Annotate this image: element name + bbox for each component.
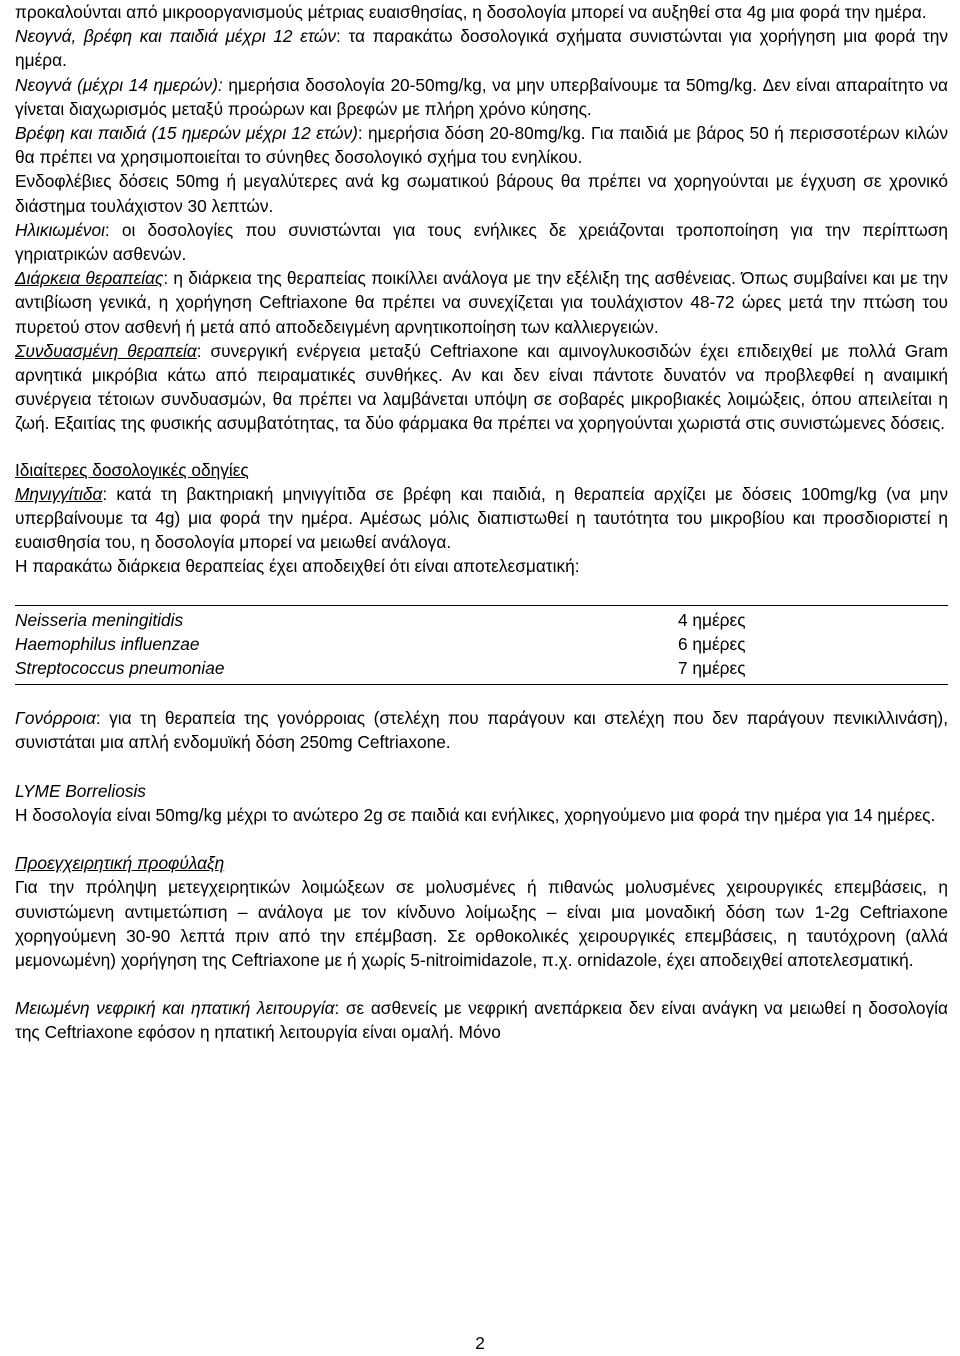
table-row bbox=[15, 608, 948, 632]
paragraph-lead: Συνδυασμένη θεραπεία bbox=[15, 340, 197, 361]
spacer bbox=[15, 436, 948, 458]
paragraph-text: ημερήσια δοσολογία 20-50mg/kg, να μην υπερβαίνουμε τα 50mg/kg. Δεν είναι απαραίτητο να γίνεται διαχωρισμός μεταξύ προώρων και βρεφών με πλήρη χρόνο κύησης. bbox=[15, 74, 948, 119]
paragraph-text: : σε ασθενείς με νεφρική ανεπάρκεια δεν είναι ανάγκη να μειωθεί η δοσολογία της Ceftriaxone εφόσον η ηπατική λειτουργία είναι ομαλή. Μόνο bbox=[15, 998, 949, 1043]
paragraph-neonates bbox=[15, 73, 948, 121]
paragraph-text: : κατά τη βακτηριακή μηνιγγίτιδα σε βρέφη και παιδιά, η θεραπεία αρχίζει με δόσεις 100mg/kg (να μην υπερβαίνουμε τα 4g) μια φορά την ημέρα. Αμέσως μόλις διαπιστωθεί η ταυτότητα του μικροβίου και προσδιοριστεί η ευαισθησία του, η δοσολογία μπορεί να μειωθεί ανάλογα. bbox=[15, 483, 948, 553]
paragraph-prophylaxis bbox=[15, 875, 948, 972]
organism-cell: Haemophilus influenzae bbox=[15, 633, 200, 654]
paragraph-text: προκαλούνται από μικροοργανισμούς μέτριας ευαισθησίας, η δοσολογία μπορεί να αυξηθεί στα 4g μια φορά την ημέρα. bbox=[15, 2, 927, 22]
spacer bbox=[15, 972, 948, 996]
paragraph-lead: Νεογνά (μέχρι 14 ημερών): bbox=[15, 74, 223, 95]
paragraph-text: Η παρακάτω διάρκεια θεραπείας έχει αποδειχθεί ότι είναι αποτελεσματική: bbox=[15, 556, 580, 577]
paragraph-renal bbox=[15, 996, 948, 1044]
section-heading-special bbox=[15, 458, 948, 482]
paragraph-text: Ενδοφλέβιες δόσεις 50mg ή μεγαλύτερες ανά kg σωματικού βάρους θα πρέπει να χορηγούνται με έγχυση σε χρονικό διάστημα τουλάχιστον 30 λεπτών. bbox=[15, 171, 948, 216]
paragraph-combination bbox=[15, 339, 948, 436]
section-heading-text: Ιδιαίτερες δοσολογικές οδηγίες bbox=[15, 459, 249, 480]
section-heading-text: LYME Borreliosis bbox=[15, 780, 146, 801]
paragraph-lead: Διάρκεια θεραπείας bbox=[15, 268, 164, 289]
organism-cell: Streptococcus pneumoniae bbox=[15, 658, 225, 679]
paragraph-text: : οι δοσολογίες που συνιστώνται για τους ενήλικες δε χρειάζονται τροποποίηση για την περίπτωση γηριατρικών ασθενών. bbox=[15, 219, 948, 265]
paragraph-gonorrhea bbox=[15, 706, 948, 754]
section-heading-prophylaxis bbox=[15, 851, 948, 875]
spacer bbox=[15, 755, 948, 779]
section-heading-text: Προεγχειρητική προφύλαξη bbox=[15, 853, 225, 874]
paragraph-text: : τα παρακάτω δοσολογικά σχήματα συνιστώνται για χορήγηση μια φορά την ημέρα. bbox=[15, 26, 949, 71]
paragraph-lead: Γονόρροια bbox=[15, 708, 96, 729]
duration-table bbox=[15, 608, 948, 681]
paragraph-iv-doses bbox=[15, 169, 948, 217]
paragraph-lead: Μειωμένη νεφρική και ηπατική λειτουργία bbox=[15, 998, 335, 1019]
paragraph-lead: Βρέφη και παιδιά (15 ημερών μέχρι 12 ετών) bbox=[15, 123, 358, 144]
paragraph-dose-increase bbox=[15, 0, 948, 24]
spacer bbox=[15, 579, 948, 605]
days-cell: 4 ημέρες bbox=[678, 609, 746, 630]
organism-cell: Neisseria meningitidis bbox=[15, 609, 184, 630]
paragraph-lyme bbox=[15, 803, 948, 827]
paragraph-text: Η δοσολογία είναι 50mg/kg μέχρι το ανώτερο 2g σε παιδιά και ενήλικες, χορηγούμενο μια φορά την ημέρα για 14 ημέρες. bbox=[15, 804, 936, 825]
paragraph-children-dosing bbox=[15, 24, 948, 72]
paragraph-text: : η διάρκεια της θεραπείας ποικίλλει ανάλογα με την εξέλιξη της ασθένειας. Όπως συμβαίνει και με την αντιβίωση γενικά, η χορήγηση Ceftriaxone θα πρέπει να συνεχίζεται για τουλάχιστον 48-72 ώρες μετά την πτώση του πυρετού στον ασθενή ή μετά από αποδεδειγμένη αρνητικοποίηση των καλλιεργειών. bbox=[15, 268, 949, 337]
spacer bbox=[15, 827, 948, 851]
days-cell: 7 ημέρες bbox=[678, 658, 746, 679]
table-row bbox=[15, 632, 948, 656]
paragraph-duration bbox=[15, 266, 948, 339]
paragraph-elderly bbox=[15, 218, 948, 266]
paragraph-duration-intro bbox=[15, 554, 948, 578]
paragraph-meningitis bbox=[15, 482, 948, 555]
paragraph-lead: Μηνιγγίτιδα bbox=[15, 483, 103, 504]
paragraph-lead: Ηλικιωμένοι bbox=[15, 219, 105, 240]
spacer bbox=[15, 685, 948, 706]
paragraph-lead: Νεογνά, βρέφη και παιδιά μέχρι 12 ετών bbox=[15, 26, 337, 47]
document-page bbox=[15, 0, 948, 1045]
section-heading-lyme bbox=[15, 779, 948, 803]
table-row bbox=[15, 656, 948, 680]
days-cell: 6 ημέρες bbox=[678, 633, 746, 654]
page-number: 2 bbox=[475, 1333, 485, 1353]
paragraph-text: : συνεργική ενέργεια μεταξύ Ceftriaxone και αμινογλυκοσιδών έχει επιδειχθεί με πολλά Gram αρνητικά μικρόβια κάτω από πειραματικές συνθήκες. Αν και δεν είναι πάντοτε δυνατόν να προβλεφθεί η αναιμική συνέργεια τέτοιων συνδυασμών, θα πρέπει να λαμβάνεται υπόψη σε σοβαρές μικροβιακές λοιμώξεις, όπου απειλείται η ζωή. Εξαιτίας της φυσικής ασυμβατότητας, τα δύο φάρμακα θα πρέπει να χορηγούνται χωριστά στις συνιστώμενες δόσεις. bbox=[15, 340, 948, 434]
paragraph-text: : για τη θεραπεία της γονόρροιας (στελέχη που παράγουν και στελέχη που δεν παράγουν πενικιλλινάση), συνιστάται μια απλή ενδομυϊκή δόση 250mg Ceftriaxone. bbox=[15, 708, 948, 753]
paragraph-text: : ημερήσια δόση 20-80mg/kg. Για παιδιά με βάρος 50 ή περισσοτέρων κιλών θα πρέπει να χρησιμοποιείται το σύνηθες δοσολογικό σχήμα του ενηλίκου. bbox=[15, 123, 948, 168]
paragraph-infants bbox=[15, 121, 948, 169]
paragraph-text: Για την πρόληψη μετεγχειρητικών λοιμώξεων σε μολυσμένες ή πιθανώς μολυσμένες χειρουργικές επεμβάσεις, η συνιστώμενη αντιμετώπιση – ανάλογα με τον κίνδυνο λοίμωξης – είναι μια μοναδική δόση των 1-2g Ceftriaxone χορηγούμενη 30-90 λεπτά πριν από την επέμβαση. Σε ορθοκολικές χειρουργικές επεμβάσεις, η ταυτόχρονη (αλλά μεμονωμένη) χορήγηση της Ceftriaxone με ή χωρίς 5-nitroimidazole, π.χ. ornidazole, έχει αποδειχθεί αποτελεσματική. bbox=[15, 877, 948, 970]
